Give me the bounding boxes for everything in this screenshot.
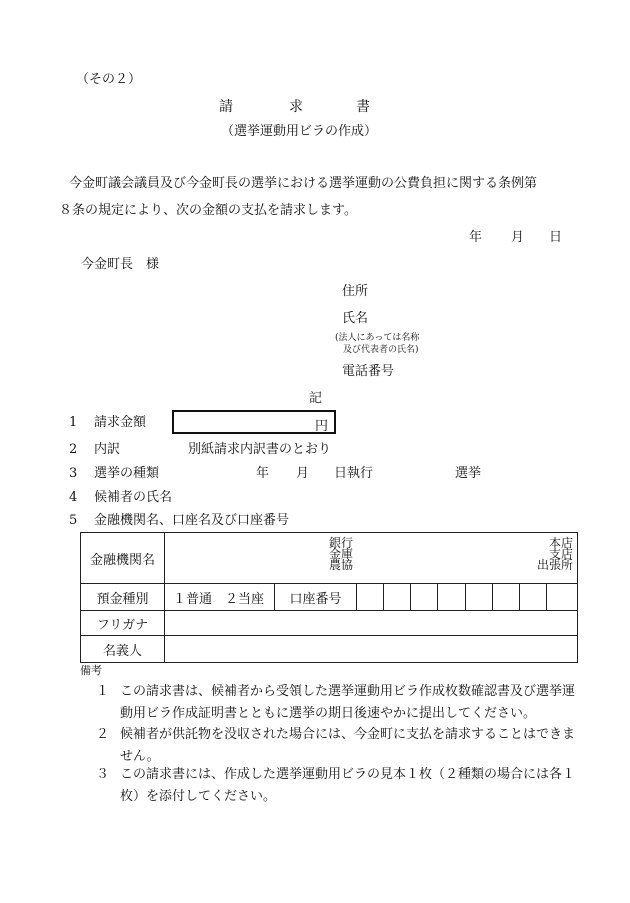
address-label: 住所 xyxy=(342,284,369,299)
account-digit-cell[interactable] xyxy=(438,584,466,611)
yen-label: 円 xyxy=(314,419,328,434)
branch-type-stack xyxy=(537,538,573,573)
nokyo-type: 農協 xyxy=(329,558,354,572)
account-number-label: 口座番号 xyxy=(275,584,357,611)
account-holder-label: 名義人 xyxy=(81,636,165,663)
phone-label: 電話番号 xyxy=(342,364,395,379)
corporation-note-line-2: 及び代表者の氏名) xyxy=(343,345,419,355)
item-5-number: 5 xyxy=(69,513,78,528)
item-2-value: 別紙請求内訳書のとおり xyxy=(188,442,332,457)
note-1-text: この請求書は、候補者から受領した選挙運動用ビラ作成枚数確認書及び選挙運動用ビラ作成証明書とともに選挙の期日後速やかに提出してください。 xyxy=(120,684,576,721)
name-label: 氏名 xyxy=(342,311,369,326)
item-3-number: 3 xyxy=(69,466,78,481)
title-char-2: 求 xyxy=(289,99,303,115)
account-digit-cell[interactable] xyxy=(520,584,547,611)
item-4-number: 4 xyxy=(69,490,78,505)
item-4-label: 候補者の氏名 xyxy=(94,490,173,505)
body-text-line-1: 今金町議会議員及び今金町長の選挙における選挙運動の公費負担に関する条例第 xyxy=(69,176,538,191)
notes-heading: 備考 xyxy=(80,664,102,677)
note-1-number: １ xyxy=(96,684,110,699)
item-2-number: 2 xyxy=(69,442,78,457)
deposit-type-label: 預金種別 xyxy=(81,584,165,611)
item-1-number: 1 xyxy=(69,415,78,430)
furigana-field[interactable] xyxy=(165,611,578,636)
bank-account-table xyxy=(80,532,578,663)
bank-type: 銀行 xyxy=(329,536,354,550)
institution-name-label: 金融機関名 xyxy=(81,533,165,584)
date-day: 日 xyxy=(549,230,563,245)
note-3-text: この請求書には、作成した選挙運動用ビラの見本１枚（２種類の場合には各１枚）を添付してください。 xyxy=(120,767,576,804)
institution-type-stack xyxy=(329,538,353,573)
account-digit-cell[interactable] xyxy=(547,584,578,611)
deposit-type-options[interactable]: １普通 ２当座 xyxy=(165,584,275,611)
document-subtitle: （選挙運動用ビラの作成） xyxy=(221,124,378,139)
claim-amount-box[interactable] xyxy=(172,410,336,434)
note-2-text: 候補者が供託物を没収された場合には、今金町に支払を請求することはできません。 xyxy=(120,727,576,764)
head-office-type: 本店 xyxy=(549,536,574,550)
branch-type: 支店 xyxy=(549,547,574,561)
item-3-election: 選挙 xyxy=(455,466,482,481)
date-year: 年 xyxy=(469,230,483,245)
furigana-label: フリガナ xyxy=(81,611,165,636)
item-1-label: 請求金額 xyxy=(94,415,147,430)
ki-label: 記 xyxy=(309,391,323,406)
sub-branch-type: 出張所 xyxy=(537,558,574,572)
note-3-number: ３ xyxy=(96,767,110,782)
account-digit-cell[interactable] xyxy=(357,584,384,611)
account-holder-field[interactable] xyxy=(165,636,578,663)
item-3-month: 月 xyxy=(296,466,310,481)
account-digit-cell[interactable] xyxy=(493,584,520,611)
item-5-label: 金融機関名、口座名及び口座番号 xyxy=(94,513,290,528)
shinkin-type: 金庫 xyxy=(329,547,354,561)
account-digit-cell[interactable] xyxy=(411,584,438,611)
account-digit-cell[interactable] xyxy=(466,584,493,611)
institution-name-cell[interactable] xyxy=(165,533,578,584)
account-digit-cell[interactable] xyxy=(384,584,411,611)
item-3-label: 選挙の種類 xyxy=(94,466,160,481)
date-month: 月 xyxy=(511,230,525,245)
item-2-label: 内訳 xyxy=(94,442,121,457)
note-2-number: ２ xyxy=(96,727,110,742)
body-text-line-2: ８条の規定により、次の金額の支払を請求します。 xyxy=(59,203,357,218)
title-char-3: 書 xyxy=(356,99,370,115)
addressee: 今金町長 様 xyxy=(81,257,160,272)
corporation-note-line-1: (法人にあっては名称 xyxy=(335,333,420,343)
item-3-year: 年 xyxy=(256,466,270,481)
title-char-1: 請 xyxy=(219,99,233,115)
item-3-day-held: 日執行 xyxy=(334,466,374,481)
sono2-label: （その２） xyxy=(76,72,142,87)
